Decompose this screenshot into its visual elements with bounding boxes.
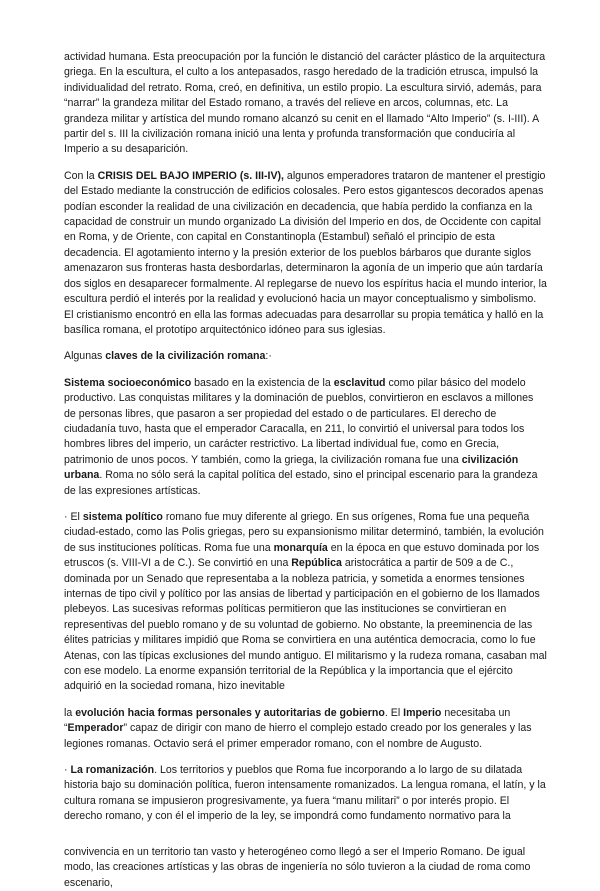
emperador-term: Emperador bbox=[67, 722, 124, 735]
keys-tail: :· bbox=[265, 350, 272, 363]
romanization-text: . Los territorios y pueblos que Roma fue incorporando a lo largo de su dilatada historia bajo su dominación política, fueron intensamente romanizados. La lengua romana, el latín, y la cultura romana se impusieron progresivamente, ya fuera “manu militari” o por interés propio. El derecho romano, y con él el imperio de la ley, se impondrá como fundamento normativo para la bbox=[64, 764, 546, 823]
socioeconomic-text-c: . Roma no sólo será la capital política del estado, sino el principal escenario para la grandeza de las expresiones artísticas. bbox=[64, 469, 538, 497]
coexistence-text: convivencia en un territorio tan vasto y heterogéneo como llegó a ser el Imperio Romano. De igual modo, las creaciones artísticas y las obras de ingeniería no sólo tuvieron a la ciudad de roma como escenario, bbox=[64, 845, 531, 889]
empire-lead: la bbox=[64, 706, 76, 719]
romanization-lead: · bbox=[64, 764, 71, 777]
paragraph-political-system bbox=[64, 510, 548, 695]
paragraph-empire bbox=[64, 706, 548, 752]
imperio-term: Imperio bbox=[403, 706, 442, 719]
empire-text-c: necesitaba un “ bbox=[64, 706, 511, 735]
paragraph-keys-intro bbox=[64, 349, 548, 364]
empire-text-b: . El bbox=[384, 706, 404, 719]
paragraph-coexistence bbox=[64, 845, 548, 891]
paragraph-socioeconomic bbox=[64, 376, 548, 499]
esclavitud-term: esclavitud bbox=[333, 376, 386, 389]
crisis-lead: Con la bbox=[64, 169, 98, 182]
political-text-d: aristocrática a partir de 509 a de C., dominada por un Senado que representaba a la nobleza patricia, y sometida a enormes tensiones internas de tipo civil y político por las ansias de libertad y participación en el gobierno de los llamados plebeyos. Las sucesivas reformas políticas permitieron que las instituciones se convirtieran en representivas del pueblo romano y de su voluntad de gobierno. No obstante, la preeminencia de las élites patricias y militares impidió que Roma se convirtiera en una auténtica democracia, como lo fue Atenas, con las típicas exclusiones del mundo antiguo. El militarismo y la rudeza romana, casaban mal con ese modelo. La enorme expansión territorial de la República y la importancia que el ejército adquirió en la sociedad romana, hizo inevitable bbox=[64, 557, 547, 693]
crisis-heading: CRISIS DEL BAJO IMPERIO (s. III-IV), bbox=[97, 169, 284, 182]
republica-term: República bbox=[291, 557, 342, 570]
paragraph-romanization bbox=[64, 763, 548, 825]
crisis-body: algunos emperadores trataron de mantener el prestigio del Estado mediante la construcción de edificios colosales. Pero estos gigantescos decorados apenas podían esconder la realidad de una civilización en decadencia, que había perdido la confianza en la capacidad de construir un mundo organizado La división del Imperio en dos, de Occidente con capital en Roma, y de Oriente, con capital en Constantinopla (Estambul) señaló el principio de esta decadencia. El agotamiento interno y la presión exterior de los pueblos bárbaros que durante siglos amenazaron sus fronteras hasta desbordarlas, determinaron la agonía de un imperio que aún tardaría dos siglos en desaparecer formalmente. Al replegarse de nuevo los espíritus hacia el mundo interior, la escultura perdió el interés por la realidad y evolucionó hacia un mayor conceptualismo y simbolismo. El cristianismo encontró en ella las formas adecuadas para desarrollar su propia temática y halló en la basílica romana, el prototipo arquitectónico idóneo para sus iglesias. bbox=[64, 169, 547, 336]
keys-heading: claves de la civilización romana bbox=[105, 350, 266, 363]
paragraph-crisis bbox=[64, 169, 548, 338]
political-lead: · El bbox=[64, 510, 83, 523]
socioeconomic-heading: Sistema socioeconómico bbox=[64, 376, 192, 389]
political-heading: sistema político bbox=[82, 510, 163, 523]
keys-lead: Algunas bbox=[64, 350, 106, 363]
empire-text-d: ” capaz de dirigir con mano de hierro el complejo estado creado por los generales y las legiones romanas. Octavio será el primer emperador romano, con el nombre de Augusto. bbox=[64, 722, 532, 750]
political-text-b: romano fue muy diferente al griego. En sus orígenes, Roma fue una pequeña ciudad-estado, como las Polis griegas, pero su expansionismo militar determinó, también, la evolución de sus instituciones políticas. Roma fue una bbox=[64, 510, 544, 554]
romanization-heading: La romanización bbox=[70, 764, 155, 777]
socioeconomic-text-b: como pilar básico del modelo productivo. Las conquistas militares y la dominación de pueblos, convirtieron en esclavos a millones de personas libres, que pasaron a ser propiedad del estado o de particulares. El derecho de ciudadanía tuvo, hasta que el emperador Caracalla, en 211, lo convirtió el universal para todos los hombres libres del imperio, un carácter restrictivo. La libertad individual fue, como en Grecia, patrimonio de unos pocos. Y también, como la griega, la civilización romana fue una bbox=[64, 376, 534, 466]
political-text-c: en la época en que estuvo dominada por los etruscos (s. VIII-VI a de C.). Se convirtió en una bbox=[64, 541, 540, 570]
evolucion-term: evolución hacia formas personales y autoritarias de gobierno bbox=[75, 706, 385, 719]
paragraph-intro bbox=[64, 50, 548, 158]
socioeconomic-text-a: basado en la existencia de la bbox=[191, 376, 334, 389]
civilizacion-urbana-term: civilización urbana bbox=[64, 453, 519, 482]
paragraph-intro-text: actividad humana. Esta preocupación por la función le distanció del carácter plástico de la arquitectura griega. En la escultura, el culto a los antepasados, rasgo heredado de la tradición etrusca, impulsó la individualidad del retrato. Roma, creó, en definitiva, un estilo propio. La escultura sirvió, además, para “narrar” la grandeza militar del Estado romano, a través del relieve en arcos, columnas, etc. La grandeza militar y artística del mundo romano alcanzó su cenit en el llamado “Alto Imperio” (s. I-III). A partir del s. III la civilización romana inició una lenta y profunda transformación que conduciría al Imperio a su desaparición. bbox=[64, 51, 546, 156]
monarquia-term: monarquía bbox=[273, 541, 328, 554]
